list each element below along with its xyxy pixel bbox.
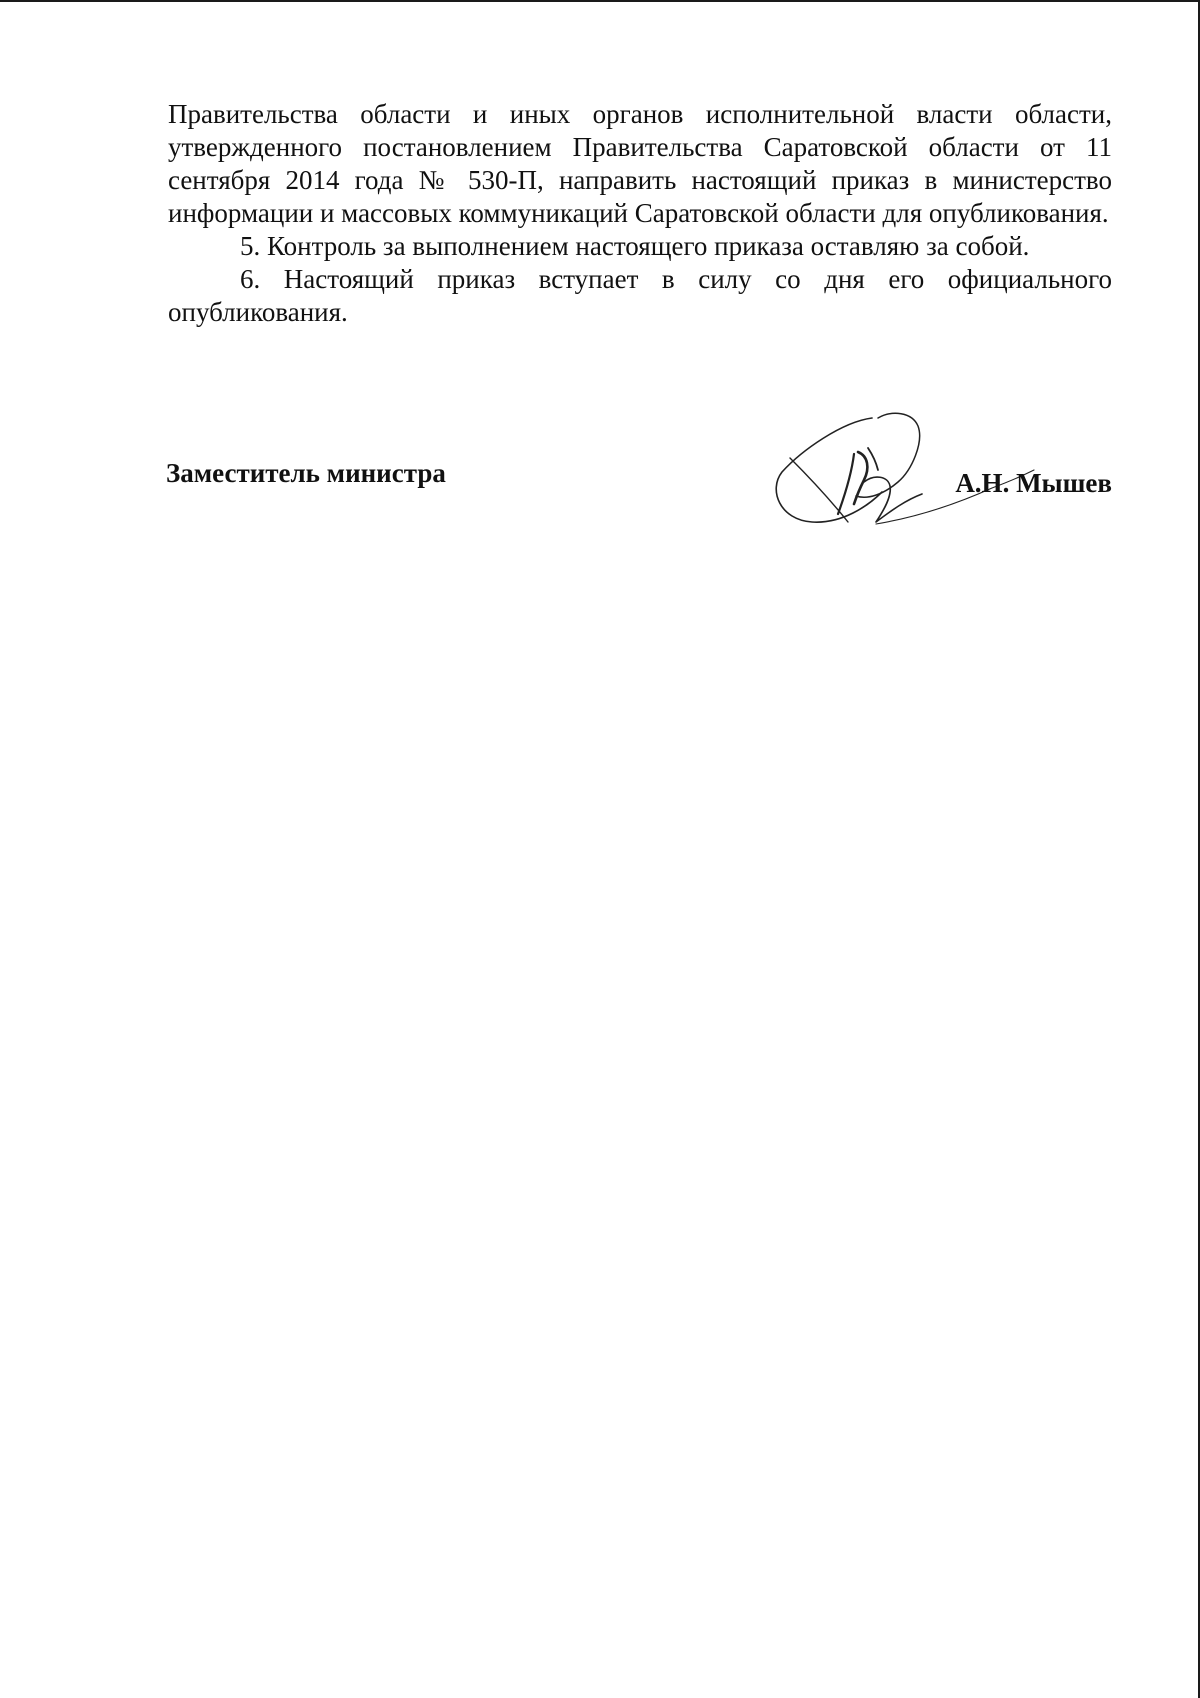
paragraph-continuation: Правительства области и иных органов исполнительной власти области, утвержденного постановлением Правительства Саратовской области от 11 сентября 2014 года № 530-П, направить настоящий приказ в министерство информации и массовых коммуникаций Саратовской области для опубликования.: [168, 99, 1112, 228]
document-body: [168, 98, 1112, 329]
signer-name: А.Н. Мышев: [955, 468, 1112, 498]
scan-edge-top: [0, 0, 1200, 2]
signer-position: Заместитель министра: [166, 458, 446, 488]
paragraph-item-6: 6. Настоящий приказ вступает в силу со дня его официального опубликования.: [168, 264, 1112, 327]
paragraph-item-5: 5. Контроль за выполнением настоящего приказа оставляю за собой.: [240, 231, 1030, 261]
signature-block: [166, 410, 1112, 540]
